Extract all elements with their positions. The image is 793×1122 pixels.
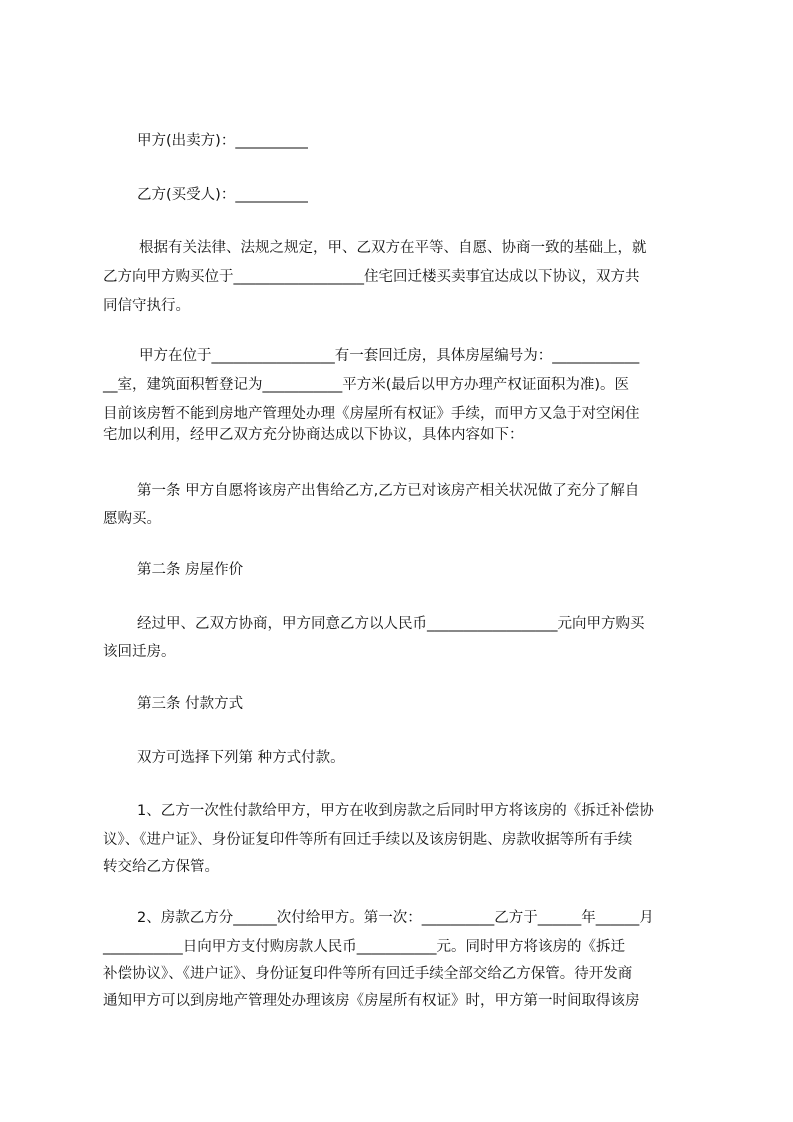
option2-line-4: 通知甲方可以到房地产管理处办理该房《房屋所有权证》时，甲方第一时间取得该房: [103, 993, 640, 1009]
article1-line-1: 第一条 甲方自愿将该房产出售给乙方,乙方已对该房产相关状况做了充分了解自: [137, 483, 640, 499]
article1-line-2: 愿购买。: [103, 511, 161, 527]
house-desc-line-2: __室，建筑面积暂登记为___________平方米(最后以甲方办理产权证面积为准)。医: [103, 377, 630, 393]
intro-line-2: 乙方向甲方购买位于__________________住宅回迁楼买卖事宜达成以下协议，双方共: [103, 269, 640, 285]
option2-line-1: 2、房款乙方分______次付给甲方。第一次：__________乙方于______年______月: [137, 910, 654, 926]
option1-line-3: 转交给乙方保管。: [103, 859, 219, 875]
option1-line-2: 议》、《进户证》、身份证复印件等所有回迁手续以及该房钥匙、房款收据等所有手续: [103, 832, 633, 848]
intro-line-3: 同信守执行。: [103, 298, 190, 314]
house-desc-line-3: 目前该房暂不能到房地产管理处办理《房屋所有权证》手续，而甲方又急于对空闲住: [103, 406, 640, 422]
option2-line-2: ___________日向甲方支付购房款人民币___________元。同时甲方将该房的《拆迁: [103, 939, 625, 955]
party-a-line: 甲方(出卖方)：__________: [137, 133, 308, 149]
article2-title: 第二条 房屋作价: [137, 562, 244, 578]
intro-line-1: 根据有关法律、法规之规定，甲、乙双方在平等、自愿、协商一致的基础上，就: [139, 240, 647, 256]
option2-line-3: 补偿协议》、《进户证》、身份证复印件等所有回迁手续全部交给乙方保管。待开发商: [103, 966, 633, 982]
party-b-line: 乙方(买受人)：__________: [137, 187, 308, 203]
house-desc-line-4: 宅加以利用，经甲乙双方充分协商达成以下协议，具体内容如下：: [103, 427, 524, 443]
article2-body-line-2: 该回迁房。: [103, 644, 176, 660]
article3-title: 第三条 付款方式: [137, 696, 244, 712]
option1-line-1: 1、乙方一次性付款给甲方，甲方在收到房款之后同时甲方将该房的《拆迁补偿协: [137, 803, 654, 819]
article2-body-line-1: 经过甲、乙双方协商，甲方同意乙方以人民币__________________元向甲方购买: [137, 616, 645, 632]
article3-intro: 双方可选择下列第 种方式付款。: [137, 750, 345, 766]
house-desc-line-1: 甲方在位于_________________有一套回迁房，具体房屋编号为：____________: [139, 348, 640, 364]
